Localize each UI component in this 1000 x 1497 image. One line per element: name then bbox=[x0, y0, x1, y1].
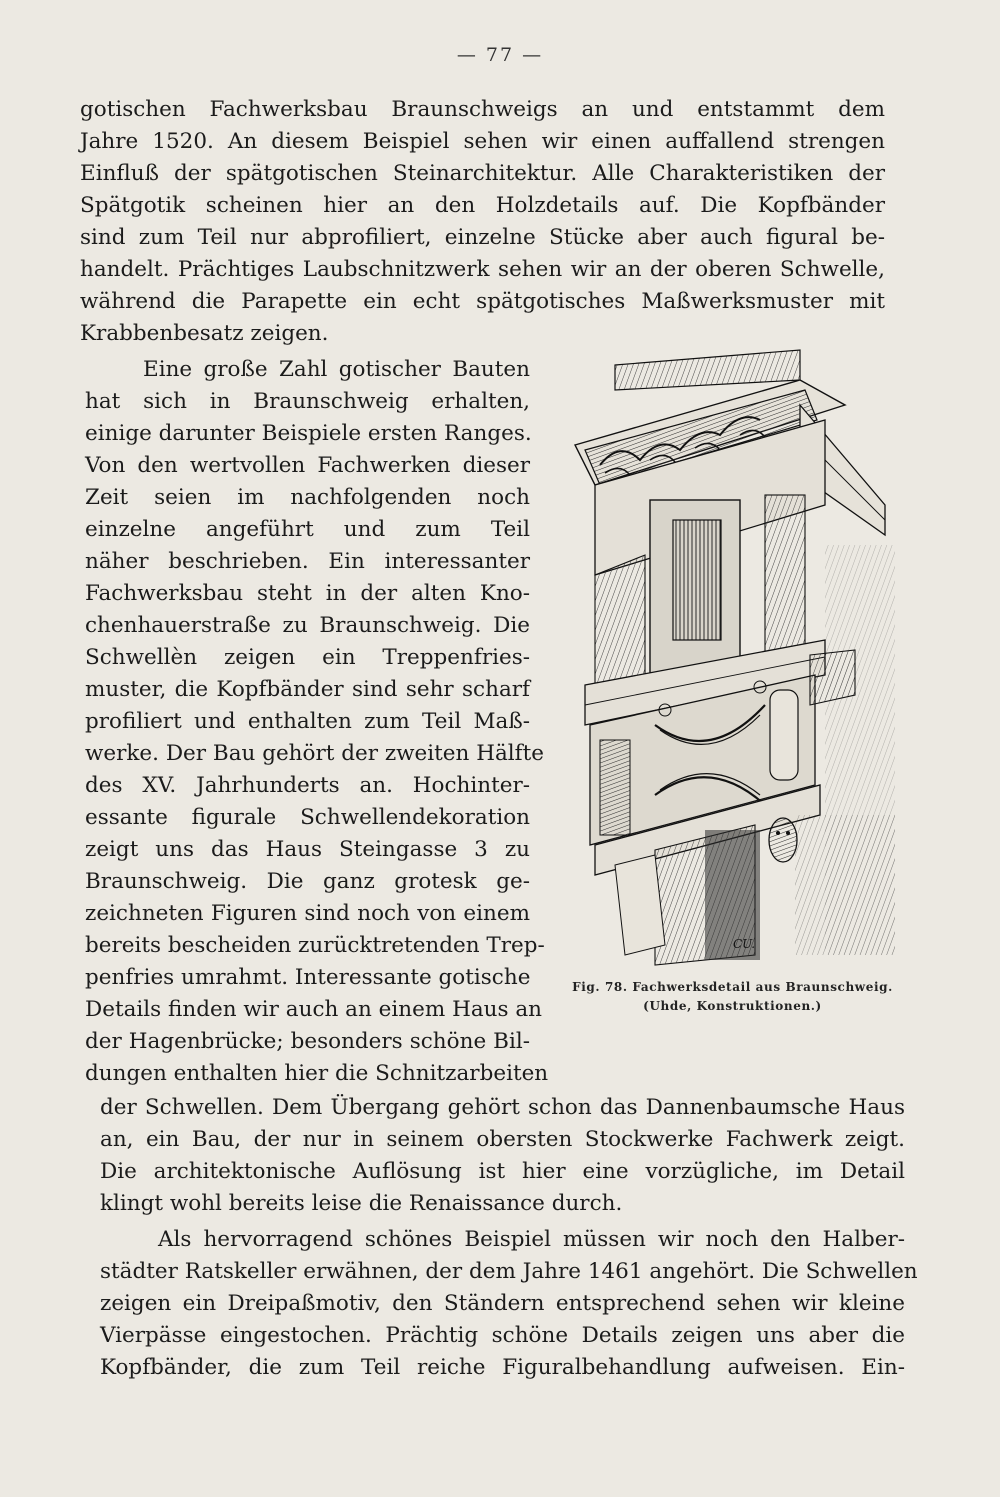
text-line: zeigen ein Dreipaßmotiv, den Ständern entsprechend sehen wir kleine bbox=[100, 1291, 905, 1316]
text-line: profiliert und enthalten zum Teil Maß- bbox=[85, 709, 530, 734]
text-line: Krabbenbesatz zeigen. bbox=[80, 321, 329, 346]
illustration-signature: CU. bbox=[733, 937, 756, 951]
text-line: chenhauerstraße zu Braunschweig. Die bbox=[85, 613, 530, 638]
text-line: Spätgotik scheinen hier an den Holzdetails auf. Die Kopfbänder bbox=[80, 193, 885, 218]
text-line: Schwellèn zeigen ein Treppenfries- bbox=[85, 645, 530, 670]
text-line: sind zum Teil nur abprofiliert, einzelne Stücke aber auch figural be- bbox=[80, 225, 885, 250]
paragraph-start-line: Als hervorragend schönes Beispiel müssen wir noch den Halber- bbox=[158, 1227, 905, 1252]
timber-frame-illustration bbox=[555, 345, 900, 970]
text-line: dungen enthalten hier die Schnitzarbeiten bbox=[85, 1061, 549, 1086]
text-line: an, ein Bau, der nur in seinem obersten Stockwerke Fachwerk zeigt. bbox=[100, 1127, 905, 1152]
text-line: der Hagenbrücke; besonders schöne Bil- bbox=[85, 1029, 530, 1054]
text-line: städter Ratskeller erwähnen, der dem Jahre 1461 angehört. Die Schwellen bbox=[100, 1259, 918, 1284]
text-line: hat sich in Braunschweig erhalten, bbox=[85, 389, 530, 414]
text-line: Die architektonische Auflösung ist hier eine vorzügliche, im Detail bbox=[100, 1159, 905, 1184]
text-line: des XV. Jahrhunderts an. Hochinter- bbox=[85, 773, 530, 798]
text-line: bereits bescheiden zurücktretenden Trep- bbox=[85, 933, 545, 958]
text-line: zeigt uns das Haus Steingasse 3 zu bbox=[85, 837, 530, 862]
text-line: der Schwellen. Dem Übergang gehört schon das Dannenbaumsche Haus bbox=[100, 1095, 905, 1120]
text-line: zeichneten Figuren sind noch von einem bbox=[85, 901, 530, 926]
text-line: Kopfbänder, die zum Teil reiche Figuralbehandlung aufweisen. Ein- bbox=[100, 1355, 905, 1380]
text-line: werke. Der Bau gehört der zweiten Hälfte bbox=[85, 741, 544, 766]
page-number: — 77 — bbox=[456, 44, 544, 66]
figure-caption-source: (Uhde, Konstruktionen.) bbox=[643, 999, 822, 1013]
paragraph-start-line: Eine große Zahl gotischer Bauten bbox=[143, 357, 530, 382]
text-line: während die Parapette ein echt spätgotisches Maßwerksmuster mit bbox=[80, 289, 885, 314]
text-line: einzelne angeführt und zum Teil bbox=[85, 517, 530, 542]
text-line: klingt wohl bereits leise die Renaissance durch. bbox=[100, 1191, 623, 1216]
text-line: muster, die Kopfbänder sind sehr scharf bbox=[85, 677, 530, 702]
text-line: Zeit seien im nachfolgenden noch bbox=[85, 485, 530, 510]
text-line: Vierpässe eingestochen. Prächtig schöne Details zeigen uns aber die bbox=[100, 1323, 905, 1348]
text-line: essante figurale Schwellendekoration bbox=[85, 805, 530, 830]
text-line: einige darunter Beispiele ersten Ranges. bbox=[85, 421, 532, 446]
text-line: gotischen Fachwerksbau Braunschweigs an und entstammt dem bbox=[80, 97, 885, 122]
text-line: handelt. Prächtiges Laubschnitzwerk sehen wir an der oberen Schwelle, bbox=[80, 257, 885, 282]
text-line: Jahre 1520. An diesem Beispiel sehen wir einen auffallend strengen bbox=[80, 129, 885, 154]
text-line: penfries umrahmt. Interessante gotische bbox=[85, 965, 531, 990]
text-line: Von den wertvollen Fachwerken dieser bbox=[85, 453, 530, 478]
text-line: Details finden wir auch an einem Haus an bbox=[85, 997, 543, 1022]
text-line: Einfluß der spätgotischen Steinarchitektur. Alle Charakteristiken der bbox=[80, 161, 885, 186]
figure-caption: Fig. 78. Fachwerksdetail aus Braunschweig. bbox=[572, 980, 893, 994]
text-line: Fachwerksbau steht in der alten Kno- bbox=[85, 581, 530, 606]
text-line: näher beschrieben. Ein interessanter bbox=[85, 549, 530, 574]
text-line: Braunschweig. Die ganz grotesk ge- bbox=[85, 869, 530, 894]
